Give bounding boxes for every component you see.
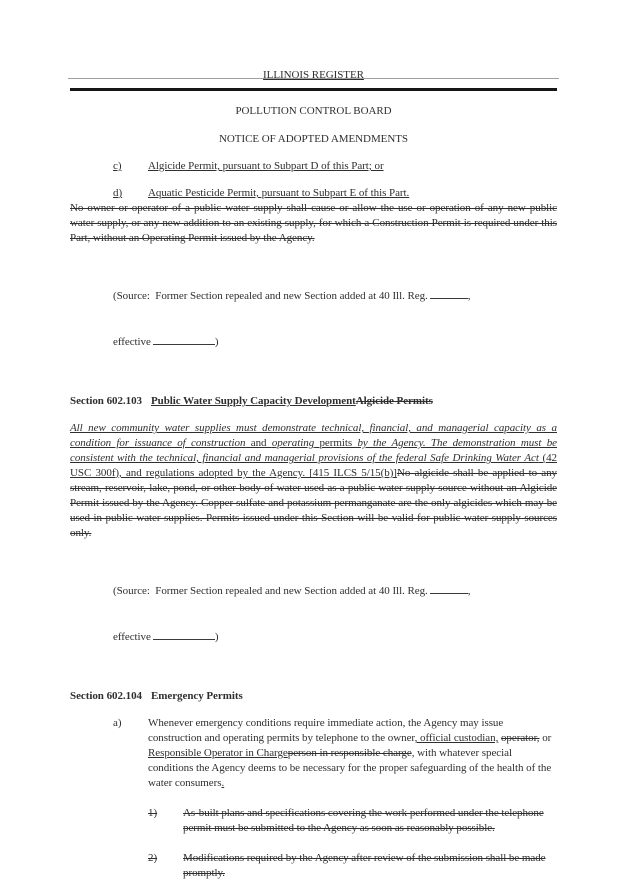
text-run: Responsible Operator in Charge bbox=[148, 747, 288, 759]
section-602-103-number: Section 602.103 bbox=[70, 395, 142, 407]
sub-item-1 bbox=[148, 806, 557, 836]
text-run: , with whatever special conditions the Agency deems to be necessary for the proper safeguarding of the health of the water consumers bbox=[148, 747, 552, 789]
source-note-text: (Source: Former Section repealed and new Section added at 40 Ill. Reg. bbox=[113, 290, 428, 302]
list-item-d-label: d) bbox=[113, 187, 123, 199]
list-item-c-label: c) bbox=[113, 160, 122, 172]
text-run: by the Agency. The demonstration must be consistent with the technical, financial and managerial provisions of the federal Safe Drinking Water Act bbox=[70, 437, 558, 464]
text-run: All new community water supplies must demonstrate technical, financial, and managerial capacity as a condition for issuance of construction bbox=[70, 422, 557, 449]
list-item-c-text bbox=[148, 159, 557, 174]
text-run: Aquatic Pesticide Permit, pursuant to Subpart E of this Part. bbox=[148, 187, 410, 199]
text-run: person in responsible charge bbox=[287, 747, 412, 759]
register-header bbox=[70, 68, 557, 91]
text-run: Whenever emergency conditions require immediate action, the Agency may issue construction and operating permits by telephone to the owner bbox=[148, 717, 504, 744]
blank-fill-line bbox=[430, 288, 468, 299]
text-run: Algicide Permit, pursuant to Subpart D of this Part; or bbox=[148, 160, 384, 172]
source-note-2-line-1 bbox=[113, 583, 557, 599]
list-item-c bbox=[113, 159, 557, 174]
sub-item-2-text bbox=[183, 851, 557, 881]
list-item-d-text bbox=[148, 186, 557, 201]
register-title: ILLINOIS REGISTER bbox=[263, 69, 364, 81]
text-run: or bbox=[539, 732, 552, 744]
text-run: Emergency Permits bbox=[150, 690, 243, 702]
section-602-103-body bbox=[70, 421, 557, 541]
text-run: operator, bbox=[500, 732, 540, 744]
source-note-text: , bbox=[467, 585, 471, 597]
source-note-text: (Source: Former Section repealed and new Section added at 40 Ill. Reg. bbox=[113, 585, 428, 597]
text-run: As-built plans and specifications covering the work performed under the telephone permit must be submitted to the Agency as soon as reasonably possible. bbox=[183, 807, 544, 834]
source-note-1-line-1 bbox=[113, 288, 557, 304]
source-note-text: ) bbox=[214, 336, 219, 348]
text-run: Algicide Permits bbox=[355, 395, 433, 407]
deleted-paragraph-operating-permit bbox=[70, 201, 557, 246]
text-run: . bbox=[221, 777, 225, 789]
text-run: No algicide shall be applied to any stream, reservoir, lake, pond, or other body of water used as a public water supply source without an Algicide Permit issued by the Agency. Copper sulfate and potassium permanganate are the only algicides which may be used in public water supplies. Permits issued under this Section will be valid for public water supply sources only. bbox=[70, 467, 558, 539]
sub-item-2-label: 2) bbox=[148, 852, 158, 864]
source-note-text: effective bbox=[113, 336, 151, 348]
paragraph-a-label: a) bbox=[113, 717, 122, 729]
source-note-text: ) bbox=[214, 631, 219, 643]
list-item-d bbox=[113, 186, 557, 201]
section-602-104-number: Section 602.104 bbox=[70, 690, 142, 702]
text-run: permits bbox=[314, 437, 358, 449]
blank-fill-line bbox=[153, 629, 215, 640]
section-602-103-title bbox=[151, 395, 433, 407]
blank-fill-line bbox=[430, 583, 468, 594]
section-602-104-title bbox=[151, 690, 243, 702]
blank-fill-line bbox=[153, 334, 215, 345]
sub-item-2 bbox=[148, 851, 557, 881]
text-run: and bbox=[245, 437, 272, 449]
source-note-text: effective bbox=[113, 631, 151, 643]
source-note-1-line-2 bbox=[113, 334, 557, 350]
source-note-2-line-2 bbox=[113, 629, 557, 645]
paragraph-a bbox=[113, 716, 557, 791]
source-note-1 bbox=[113, 258, 557, 380]
section-602-104-heading bbox=[70, 689, 557, 704]
source-note-2 bbox=[113, 553, 557, 675]
source-note-text: , bbox=[467, 290, 471, 302]
paragraph-a-text bbox=[148, 716, 557, 791]
sub-item-1-label: 1) bbox=[148, 807, 158, 819]
text-run: (42 USC 300f), and regulations adopted by the Agency. [415 ILCS 5/15(b)] bbox=[70, 452, 557, 479]
notice-title: NOTICE OF ADOPTED AMENDMENTS bbox=[219, 133, 408, 145]
board-title: POLLUTION CONTROL BOARD bbox=[235, 105, 392, 117]
text-run: Public Water Supply Capacity Development bbox=[150, 395, 356, 407]
text-run: , official custodian, bbox=[414, 732, 499, 744]
text-run: Modifications required by the Agency after review of the submission shall be made promptly. bbox=[183, 852, 546, 879]
text-run: No owner or operator of a public water supply shall cause or allow the use or operation of any new public water supply, or any new addition to an existing supply, for which a Construction Permit is required under this Part, without an Operating Permit issued by the Agency. bbox=[70, 202, 557, 244]
section-602-103-heading bbox=[70, 394, 557, 409]
sub-item-1-text bbox=[183, 806, 557, 836]
text-run: operating bbox=[271, 437, 315, 449]
